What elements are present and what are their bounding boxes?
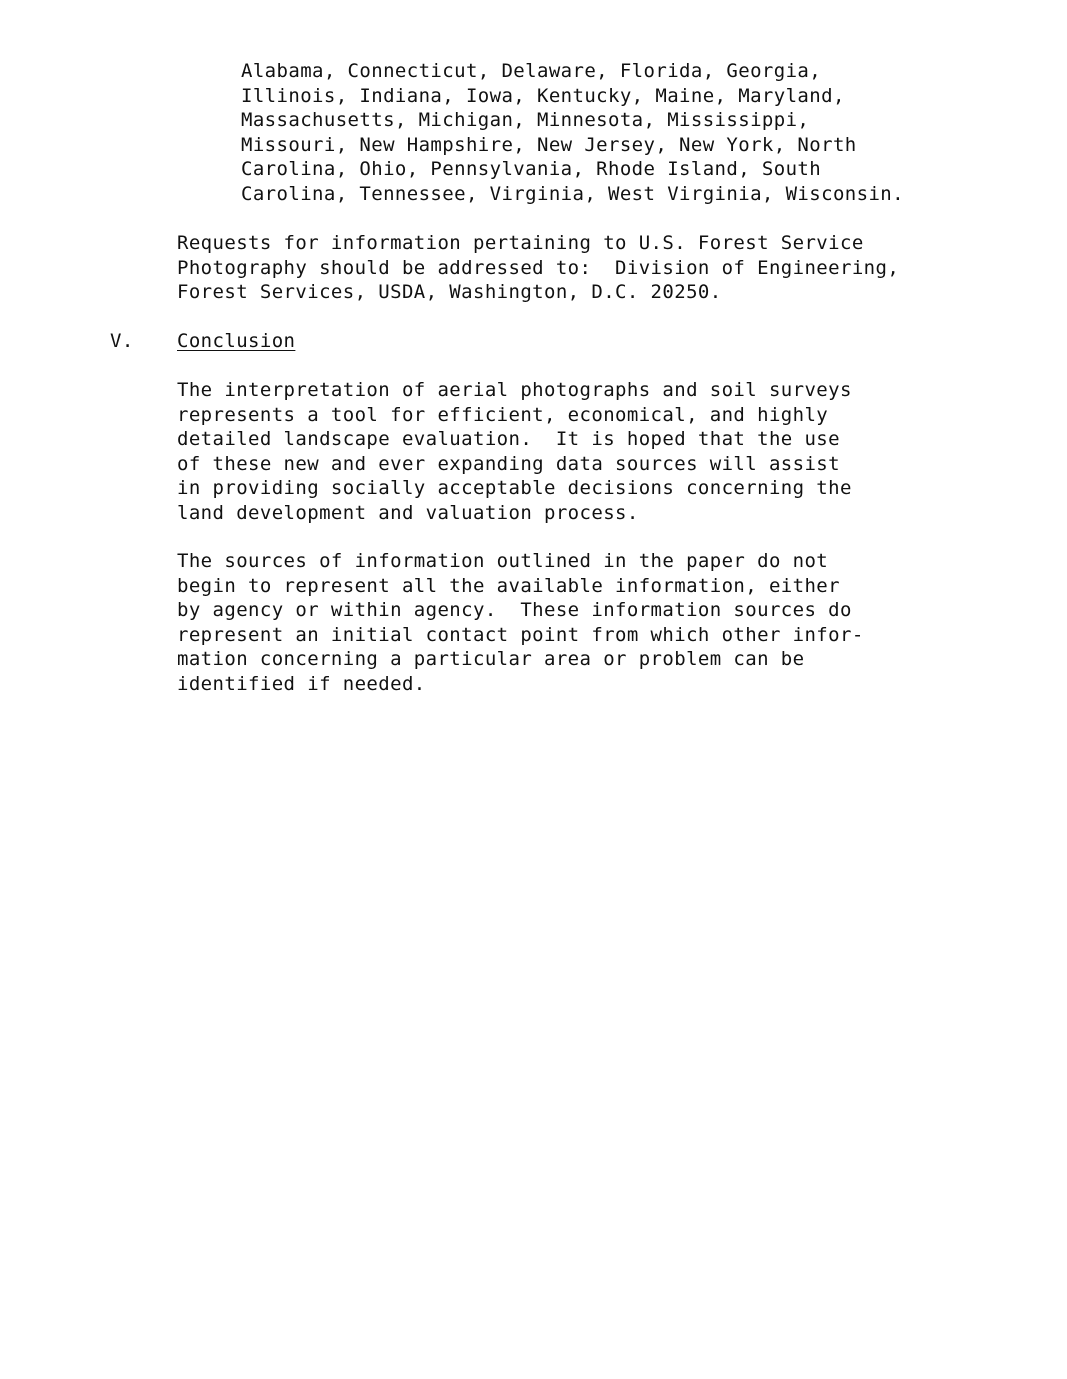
paragraph-line: detailed landscape evaluation. It is hoped that the use	[177, 428, 840, 451]
paragraph-line: Missouri, New Hampshire, New Jersey, New York, North	[241, 133, 857, 156]
paragraph-line: by agency or within agency. These information sources do	[177, 599, 852, 622]
conclusion-paragraph-2	[177, 549, 864, 697]
paragraph-line: identified if needed.	[177, 672, 426, 695]
paragraph-line: Photography should be addressed to: Division of Engineering,	[177, 256, 900, 279]
paragraph-line: represents a tool for efficient, economical, and highly	[177, 403, 829, 426]
conclusion-paragraph-1	[177, 378, 852, 526]
states-list-paragraph	[241, 59, 904, 207]
paragraph-line: Forest Services, USDA, Washington, D.C. 20250.	[177, 281, 722, 304]
paragraph-line: Illinois, Indiana, Iowa, Kentucky, Maine, Maryland,	[241, 84, 845, 107]
paragraph-line: Massachusetts, Michigan, Minnesota, Mississippi,	[241, 109, 810, 132]
paragraph-line: land development and valuation process.	[177, 501, 639, 524]
paragraph-line: Requests for information pertaining to U.S. Forest Service	[177, 232, 864, 254]
paragraph-line: mation concerning a particular area or problem can be	[177, 648, 805, 671]
section-heading: Conclusion	[177, 330, 296, 352]
paragraph-line: in providing socially acceptable decisions concerning the	[177, 477, 852, 500]
paragraph-line: Carolina, Ohio, Pennsylvania, Rhode Island, South	[241, 158, 822, 181]
paragraph-line: The sources of information outlined in the paper do not	[177, 550, 829, 572]
paragraph-line: The interpretation of aerial photographs and soil surveys	[177, 379, 852, 401]
paragraph-line: begin to represent all the available information, either	[177, 574, 840, 597]
section-number: V.	[110, 330, 134, 352]
paragraph-line: Alabama, Connecticut, Delaware, Florida, Georgia,	[241, 60, 822, 82]
requests-paragraph	[177, 231, 899, 305]
paragraph-line: Carolina, Tennessee, Virginia, West Virginia, Wisconsin.	[241, 182, 904, 205]
paragraph-line: of these new and ever expanding data sources will assist	[177, 452, 840, 475]
paragraph-line: represent an initial contact point from which other infor-	[177, 623, 864, 646]
